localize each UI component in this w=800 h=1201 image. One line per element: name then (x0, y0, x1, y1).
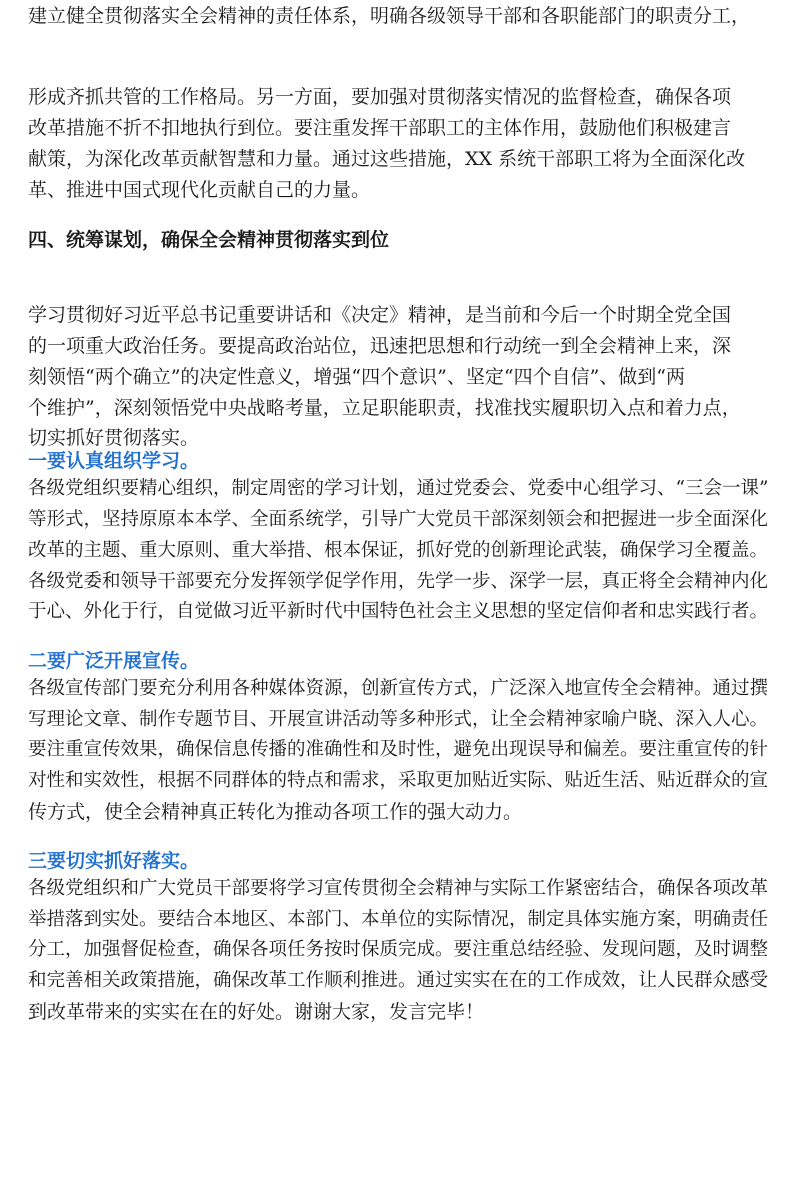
paragraph-line: 举措落到实处。要结合本地区、本部门、本单位的实际情况，制定具体实施方案，明确责任 (28, 909, 769, 930)
subsection-heading: 三要切实抓好落实。 (28, 850, 200, 872)
paragraph-line: 改革的主题、重大原则、重大举措、根本保证，抓好党的创新理论武装，确保学习全覆盖。 (28, 540, 769, 561)
paragraph-line: 到改革带来的实实在在的好处。谢谢大家，发言完毕！ (28, 1001, 485, 1023)
subsection-heading: 一要认真组织学习。 (28, 450, 200, 472)
paragraph-line: 各级党组织和广大党员干部要将学习宣传贯彻全会精神与实际工作紧密结合，确保各项改革 (28, 878, 769, 899)
subsection-heading: 二要广泛开展宣传。 (28, 650, 200, 672)
paragraph-line: 刻领悟“两个确立”的决定性意义，增强“四个意识”、坚定“四个自信”、做到“两 (28, 366, 685, 388)
paragraph-line: 分工，加强督促检查，确保各项任务按时保质完成。要注重总结经验、发现问题，及时调整 (28, 939, 769, 960)
paragraph-line: 要注重宣传效果，确保信息传播的准确性和及时性，避免出现误导和偏差。要注重宣传的针 (28, 739, 769, 760)
paragraph-line: 各级党委和领导干部要充分发挥领学促学作用，先学一步、深学一层，真正将全会精神内化 (28, 571, 769, 592)
paragraph-line: 学习贯彻好习近平总书记重要讲话和《决定》精神，是当前和今后一个时期全党全国 (28, 304, 732, 326)
paragraph-line: 对性和实效性，根据不同群体的特点和需求，采取更加贴近实际、贴近生活、贴近群众的宣 (28, 770, 769, 791)
paragraph-line: 于心、外化于行，自觉做习近平新时代中国特色社会主义思想的坚定信仰者和忠实践行者。 (28, 601, 769, 622)
section-heading: 四、统筹谋划，确保全会精神贯彻落实到位 (28, 229, 390, 251)
paragraph-line: 个维护”，深刻领悟党中央战略考量，立足职能职责，找准找实履职切入点和着力点， (28, 397, 741, 419)
paragraph-line: 建立健全贯彻落实全会精神的责任体系，明确各级领导干部和各职能部门的职责分工， (28, 5, 751, 27)
paragraph-line: 写理论文章、制作专题节目、开展宣讲活动等多种形式，让全会精神家喻户晓、深入人心。 (28, 709, 769, 730)
paragraph-line: 各级党组织要精心组织，制定周密的学习计划，通过党委会、党委中心组学习、“三会一课” (28, 478, 769, 499)
paragraph-line: 的一项重大政治任务。要提高政治站位，迅速把思想和行动统一到全会精神上来，深 (28, 335, 732, 357)
paragraph-line: 革、推进中国式现代化贡献自己的力量。 (28, 179, 371, 201)
paragraph-line: 形成齐抓共管的工作格局。另一方面，要加强对贯彻落实情况的监督检查，确保各项 (28, 86, 732, 108)
paragraph-line: 传方式，使全会精神真正转化为推动各项工作的强大动力。 (28, 801, 523, 823)
paragraph-line: 献策，为深化改革贡献智慧和力量。通过这些措施，XX 系统干部职工将为全面深化改 (28, 148, 746, 170)
paragraph-line: 切实抓好贯彻落实。 (28, 427, 200, 449)
paragraph-line: 和完善相关政策措施，确保改革工作顺利推进。通过实实在在的工作成效，让人民群众感受 (28, 970, 769, 991)
paragraph-line: 改革措施不折不扣地执行到位。要注重发挥干部职工的主体作用，鼓励他们积极建言 (28, 117, 732, 139)
paragraph-line: 各级宣传部门要充分利用各种媒体资源，创新宣传方式，广泛深入地宣传全会精神。通过撰 (28, 678, 769, 699)
paragraph-line: 等形式，坚持原原本本学、全面系统学，引导广大党员干部深刻领会和把握进一步全面深化 (28, 509, 769, 530)
